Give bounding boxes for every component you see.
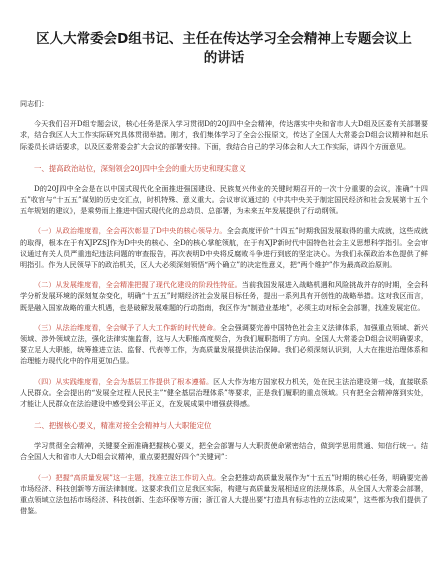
section-2-paragraph-2 [20, 472, 428, 517]
subheading-2: （二）从发展维度看，全会精准把握了现代化建设的阶段性特征。 [34, 280, 242, 290]
section-2-heading: 二、把握核心要义，精准对接全会精神与人大职能定位 [34, 421, 212, 431]
section-1-paragraph-2 [20, 225, 428, 270]
subheading-3: （三）从法治维度看，全会赋予了人大工作新的时代使命。 [34, 322, 221, 332]
section-1-paragraph-1: D的20J四中全会是在以中国式现代化全面推进强国建设、民族复兴伟业的关键时期召开的一次十分重要的会议，准确“十四五”收官与“十五五”谋划的历史交汇点，时机特殊、意义重大。会议审议通过的《中共中央关于制定国民经济和社会发展第十五个五年规划的建议》，是乘势而上推进中国式现代化的总动员、总部署，为未来五年发展提供了行动纲领。 [20, 183, 428, 216]
subparagraph-3: 全会强调要完善中国特色社会主义法律体系，加强重点领域、新兴领域、涉外领域立法，强化法律实施监督，这与人大职能高度契合，为我们履职指明了方向。全国人大常委会D组会议明确要求，要立足人大职能，统筹推进立法、监督、代表等工作，为高质量发展提供法治保障。我们必须深刻认识到，人大在推进治理体系和治理能力现代化中的作用更加凸显。 [20, 322, 429, 366]
subparagraph-4: 区人大作为地方国家权力机关，处在民主法治建设第一线，直接联系人民群众。全会提出的“发展全过程人民民主”“健全基层治理体系”等要求，正是我们履职的重点领域。只有把全会精神落到实处，才能让人民群众在法治建设中感受到公平正义，在发展成果中增强获得感。 [20, 376, 428, 409]
section-1-paragraph-3 [20, 279, 428, 313]
section-1-paragraph-4 [20, 322, 428, 367]
subheading-4: （四）从实践维度看，全会为基层工作提供了根本遵循。 [34, 376, 214, 386]
section-2-paragraph-1: 学习贯彻全会精神，关键要全面准确把握核心要义，把全会部署与人大职责使命紧密结合，做到学思用贯通、知信行统一。结合全国人大和省市人大D组会议精神，重点要把握好四个“关键词”： [20, 441, 428, 462]
section-1-heading: 一、提高政治站位，深刻领会20J四中全会的重大历史和现实意义 [34, 163, 246, 173]
subparagraph-2: 当前我国发展进入战略机遇和风险挑战并存的时期，全会科学分析发展环境的深刻复杂变化，明确“十五五”时期经济社会发展目标任务，提出一系列具有开创性的战略举措。这对我区而言，既是融入国家战略的重大机遇，也是破解发展难题的行动指南，我区作为“制造业基地”，必须主动对标全会部署，找准发展定位。 [20, 280, 428, 312]
section-1-paragraph-5 [20, 376, 428, 410]
page-title: 区人大常委会D组书记、主任在传达学习全会精神上专题会议上的讲话 [36, 31, 412, 66]
subheading-5: （一）把握“高质量发展”这一主题，找准立法工作切入点。 [34, 472, 221, 482]
greeting: 同志们： [20, 99, 49, 108]
intro-paragraph: 今天我们召开D组专题会议，核心任务是深入学习贯彻D的20J四中全会精神，传达落实中央和省市人大D组及区委有关部署要求，结合我区人大工作实际研究具体贯彻举措。刚才，我们集体学习了全会公报原文，传达了全国人大常委会D组会议精神和赵乐际委员长讲话要求，以及区委常委会扩大会议的部署安排。下面，我结合自己的学习体会和人大工作实际，讲四个方面意见。 [20, 119, 428, 151]
subheading-1: （一）从政治维度看，全会再次彰显了D中央的核心领导力。 [34, 226, 227, 236]
subparagraph-5: 全会把推动高质量发展作为“十五五”时期的核心任务，明确要完善市场经济、科技创新等方面法律制度。这要求我们立足我区实际，构建与高质量发展相适应的法规体系，从全国人大常委会部署，重点领域立法包括市场经济、科技创新、生态环保等方面；浙江省人大提出要“打造具有标志性的立法成果”，这些都为我们提供了借鉴。 [20, 472, 428, 516]
subparagraph-1: 全会高度评价“十四五”时期我国发展取得的重大成就，这些成就的取得，根本在于有XJPZSJ作为D中央的核心、全D的核心掌舵领航，在于有XJP新时代中国特色社会主义思想科学指引。全会审议通过有关人员严重违纪违法问题的审查报告，再次表明D中央将反腐败斗争进行到底的坚定决心。为我们永葆政治本色提供了鲜明指引。作为人民领导下的政治机关，区人大必须深刻领悟“两个确立”的决定性意义，把“两个维护”作为最高政治原则。 [20, 226, 428, 270]
